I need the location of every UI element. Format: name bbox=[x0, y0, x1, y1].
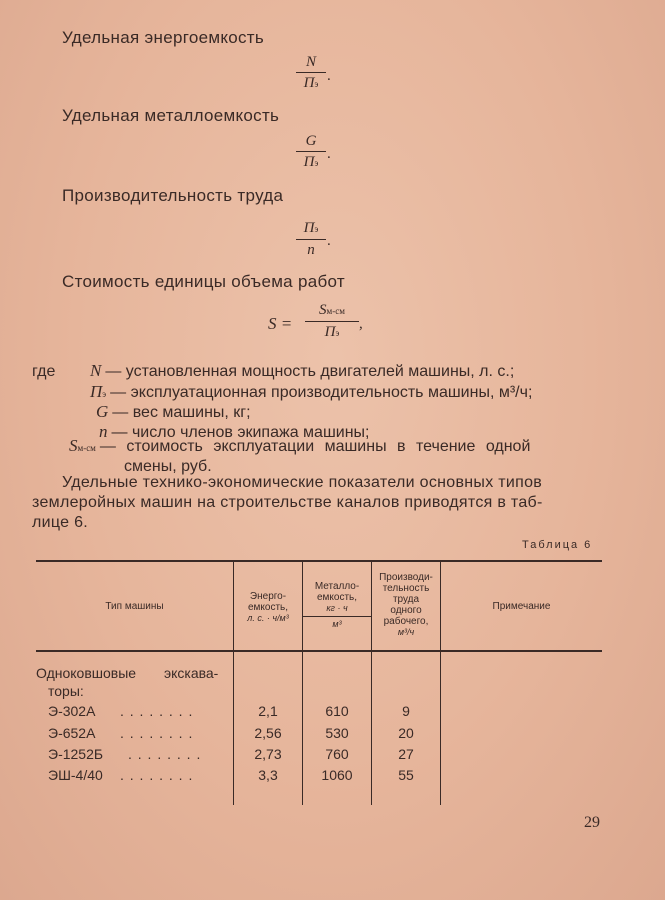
table-top-rule bbox=[36, 560, 602, 562]
heading-metal: Удельная металлоемкость bbox=[62, 106, 280, 125]
header-type: Тип машины bbox=[105, 601, 164, 612]
header-productivity: Производи- тельность труда одного рабочего, м³/ч bbox=[379, 572, 433, 637]
formula-denominator: Пэ bbox=[303, 75, 319, 91]
paragraph-line: землеройных машин на строительстве каналов приводятся в таб- bbox=[32, 494, 543, 511]
table-caption: Таблица 6 bbox=[522, 539, 593, 551]
formula-denominator: Пэ bbox=[303, 154, 319, 170]
paragraph-line: лице 6. bbox=[32, 514, 89, 531]
row-leader: . . . . . . . . bbox=[120, 725, 194, 741]
row-energy: 3,3 bbox=[258, 767, 278, 783]
row-metal: 530 bbox=[325, 725, 349, 741]
formula-cost bbox=[305, 301, 359, 342]
row-leader: . . . . . . . . bbox=[120, 767, 194, 783]
row-productivity: 20 bbox=[398, 725, 414, 741]
formula-numerator: N bbox=[305, 54, 316, 70]
heading-productivity: Производительность труда bbox=[62, 186, 284, 205]
row-name: Э-1252Б bbox=[48, 746, 104, 762]
row-productivity: 27 bbox=[398, 746, 414, 762]
row-leader: . . . . . . . . bbox=[120, 703, 194, 719]
header-note: Примечание bbox=[492, 601, 551, 612]
definitions-where: где bbox=[32, 363, 56, 380]
row-metal: 1060 bbox=[321, 767, 353, 783]
definition-item: N — установленная мощность двигателей машины, л. с.; bbox=[90, 361, 515, 380]
formula-numerator: Sм-см bbox=[319, 302, 345, 318]
header-metal: Металло- емкость, кг · ч м³ bbox=[303, 581, 371, 630]
formula-energy bbox=[296, 53, 326, 93]
formula-cost-lhs: S = bbox=[268, 314, 293, 333]
row-name: Э-652А bbox=[48, 725, 96, 741]
paragraph-line: Удельные технико-экономические показатели основных типов bbox=[62, 474, 543, 491]
definition-continuation: смены, руб. bbox=[124, 458, 212, 475]
formula-productivity bbox=[296, 219, 326, 259]
row-energy: 2,1 bbox=[258, 703, 278, 719]
formula-metal bbox=[296, 132, 326, 172]
row-energy: 2,56 bbox=[254, 725, 282, 741]
definition-item: G — вес машины, кг; bbox=[96, 402, 251, 421]
row-productivity: 9 bbox=[402, 703, 410, 719]
formula-denominator: Пэ bbox=[324, 324, 340, 340]
heading-energy: Удельная энергоемкость bbox=[62, 28, 265, 47]
row-name: ЭШ-4/40 bbox=[48, 767, 103, 783]
row-name: Э-302А bbox=[48, 703, 96, 719]
definition-item: Пэ — эксплуатационная производительность машины, м³/ч; bbox=[90, 382, 533, 401]
group-label: торы: bbox=[48, 683, 84, 699]
table-header-rule bbox=[36, 650, 602, 652]
formula-numerator: G bbox=[305, 133, 317, 149]
row-metal: 610 bbox=[325, 703, 349, 719]
row-leader: . . . . . . . . bbox=[128, 746, 202, 762]
definition-item: n — число членов экипажа машины; bbox=[99, 422, 370, 441]
page-number: 29 bbox=[584, 814, 600, 831]
formula-denominator: n bbox=[307, 242, 315, 258]
row-metal: 760 bbox=[325, 746, 349, 762]
heading-cost: Стоимость единицы объема работ bbox=[62, 272, 345, 291]
header-energy: Энерго- емкость, л. с. · ч/м³ bbox=[247, 591, 289, 623]
row-energy: 2,73 bbox=[254, 746, 282, 762]
definition-item: Sм-см — стоимость эксплуатации машины в течение одной bbox=[69, 436, 531, 455]
group-label: Одноковшовые экскава- bbox=[36, 665, 219, 681]
formula-numerator: Пэ bbox=[303, 220, 319, 236]
row-productivity: 55 bbox=[398, 767, 414, 783]
table-column-divider bbox=[440, 561, 441, 805]
